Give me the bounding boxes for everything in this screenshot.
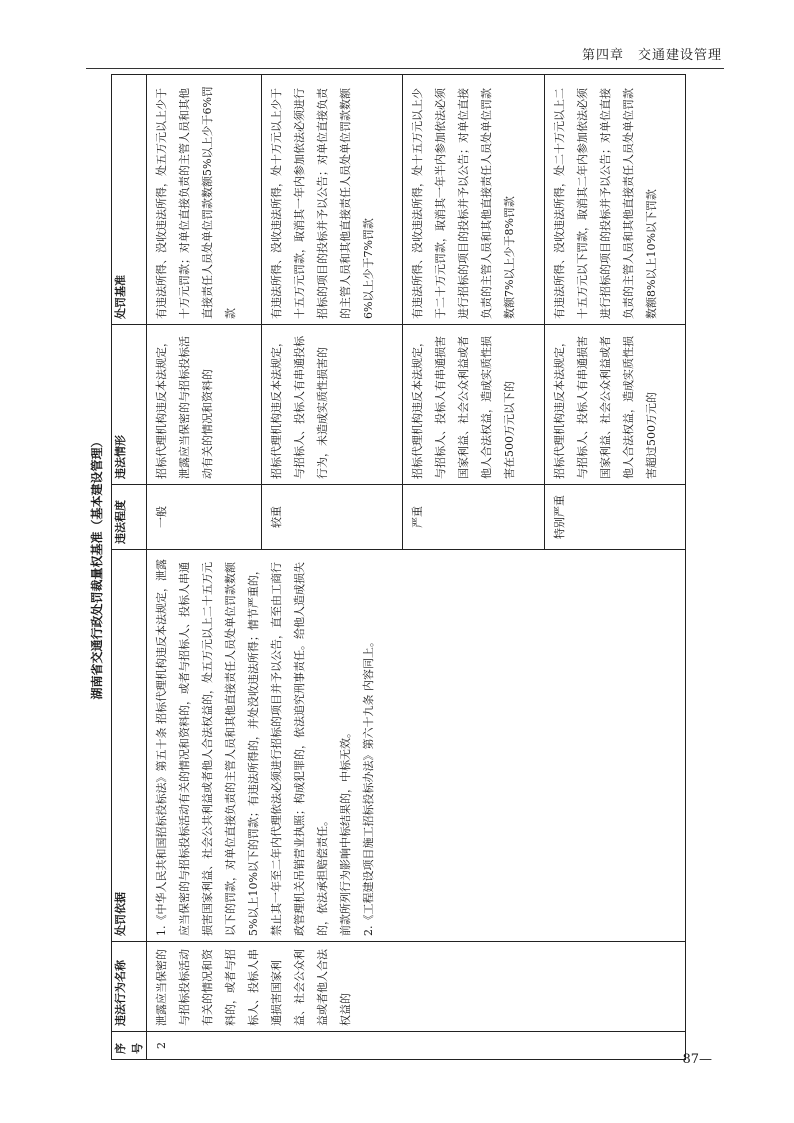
penalty-standard: 有违法所得、没收违法所得，处十五万元以上少于二十万元罚款，取消其一年半内参加依法必须进行招标的项目的投标并予以公告；对单位直接负责的主管人员和其他直接责任人员处单位罚款数额7%以上少于8%罚款 xyxy=(403,75,544,325)
basis-paragraph: 前款所列行为影响中标结果的，中标无效。 xyxy=(339,727,352,936)
col-header-penalty: 处罚基准 xyxy=(112,75,147,325)
basis-paragraph: 2.《工程建设项目施工招标投标办法》第六十九条 内容同上。 xyxy=(362,636,375,936)
violation-name: 泄露应当保密的与招标投标活动有关的情况和资料的，或者与招标人、投标人串通损害国家利益、社会公众利益或者他人合法权益的 xyxy=(147,942,686,1032)
violation-situation: 招标代理机构违反本法规定，与招标人、投标人有串通投标行为，未造成实质性损害的 xyxy=(261,325,402,485)
rotated-table-page xyxy=(86,75,686,1060)
col-header-situation: 违法情形 xyxy=(112,325,147,485)
col-header-no: 序号 xyxy=(112,1032,147,1060)
row-number: 2 xyxy=(147,1032,686,1060)
penalty-standard: 有违法所得、没收违法所得，处五万元以上少于十万元罚款；对单位直接负责的主管人员和其他直接责任人员处单位罚款数额5%以上少于6%罚款 xyxy=(147,75,262,325)
severity-level: 一般 xyxy=(147,485,262,550)
header-rule xyxy=(86,68,724,69)
penalty-standard-table xyxy=(111,74,686,1060)
table-caption: 湖南省交通行政处罚裁量权基准（基本建设管理） xyxy=(90,435,104,700)
table-row xyxy=(147,75,262,1060)
col-header-severity: 违法程度 xyxy=(112,485,147,550)
table-header-row xyxy=(112,75,147,1060)
severity-level: 特别严重 xyxy=(544,485,685,550)
col-header-basis: 处罚依据 xyxy=(112,550,147,942)
basis-paragraph: 1.《中华人民共和国招标投标法》第五十条 招标代理机构违反本法规定，泄露应当保密的与招标投标活动有关的情况和资料的，或者与招标人、投标人串通损害国家利益、社会公共利益或者他人合法权益的，处五万元以上二十五万元以下的罚款，对单位直接负责的主管人员和其他直接责任人员处单位罚款数额5%以上10%以下的罚款；有违法所得的，并处没收违法所得；情节严重的，禁止其一年至二年内代理依法必须进行招标的项目并予以公告，直至由工商行政管理机关吊销营业执照；构成犯罪的，依法追究刑事责任。给他人造成损失的，依法承担赔偿责任。 xyxy=(155,559,329,936)
chapter-title: 第四章 交通建设管理 xyxy=(581,48,722,63)
penalty-basis xyxy=(147,550,686,942)
violation-situation: 招标代理机构违反本法规定，与招标人、投标人有串通损害国家利益、社会公众利益或者他人合法权益，造成实质性损害超过500万元的 xyxy=(544,325,685,485)
penalty-standard: 有违法所得、没收违法所得，处十万元以上少于十五万元罚款，取消其一年内参加依法必须进行招标的项目的投标并予以公告；对单位直接负责的主管人员和其他直接责任人员处单位罚款数额6%以上少于7%罚款 xyxy=(261,75,402,325)
col-header-name: 违法行为名称 xyxy=(112,942,147,1032)
violation-situation: 招标代理机构违反本法规定，泄露应当保密的与招标投标活动有关的情况和资料的 xyxy=(147,325,262,485)
page-number: —87— xyxy=(669,1052,712,1067)
severity-level: 较重 xyxy=(261,485,402,550)
severity-level: 严重 xyxy=(403,485,544,550)
violation-situation: 招标代理机构违反本法规定，与招标人、投标人有串通损害国家利益、社会公众利益或者他人合法权益，造成实质性损害在500万元以下的 xyxy=(403,325,544,485)
penalty-standard: 有违法所得、没收违法所得，处二十万元以上二十五万元以下罚款，取消其二年内参加依法必须进行招标的项目的投标并予以公告；对单位直接负责的主管人员和其他直接责任人员处单位罚款数额8%以上10%以下罚款 xyxy=(544,75,685,325)
